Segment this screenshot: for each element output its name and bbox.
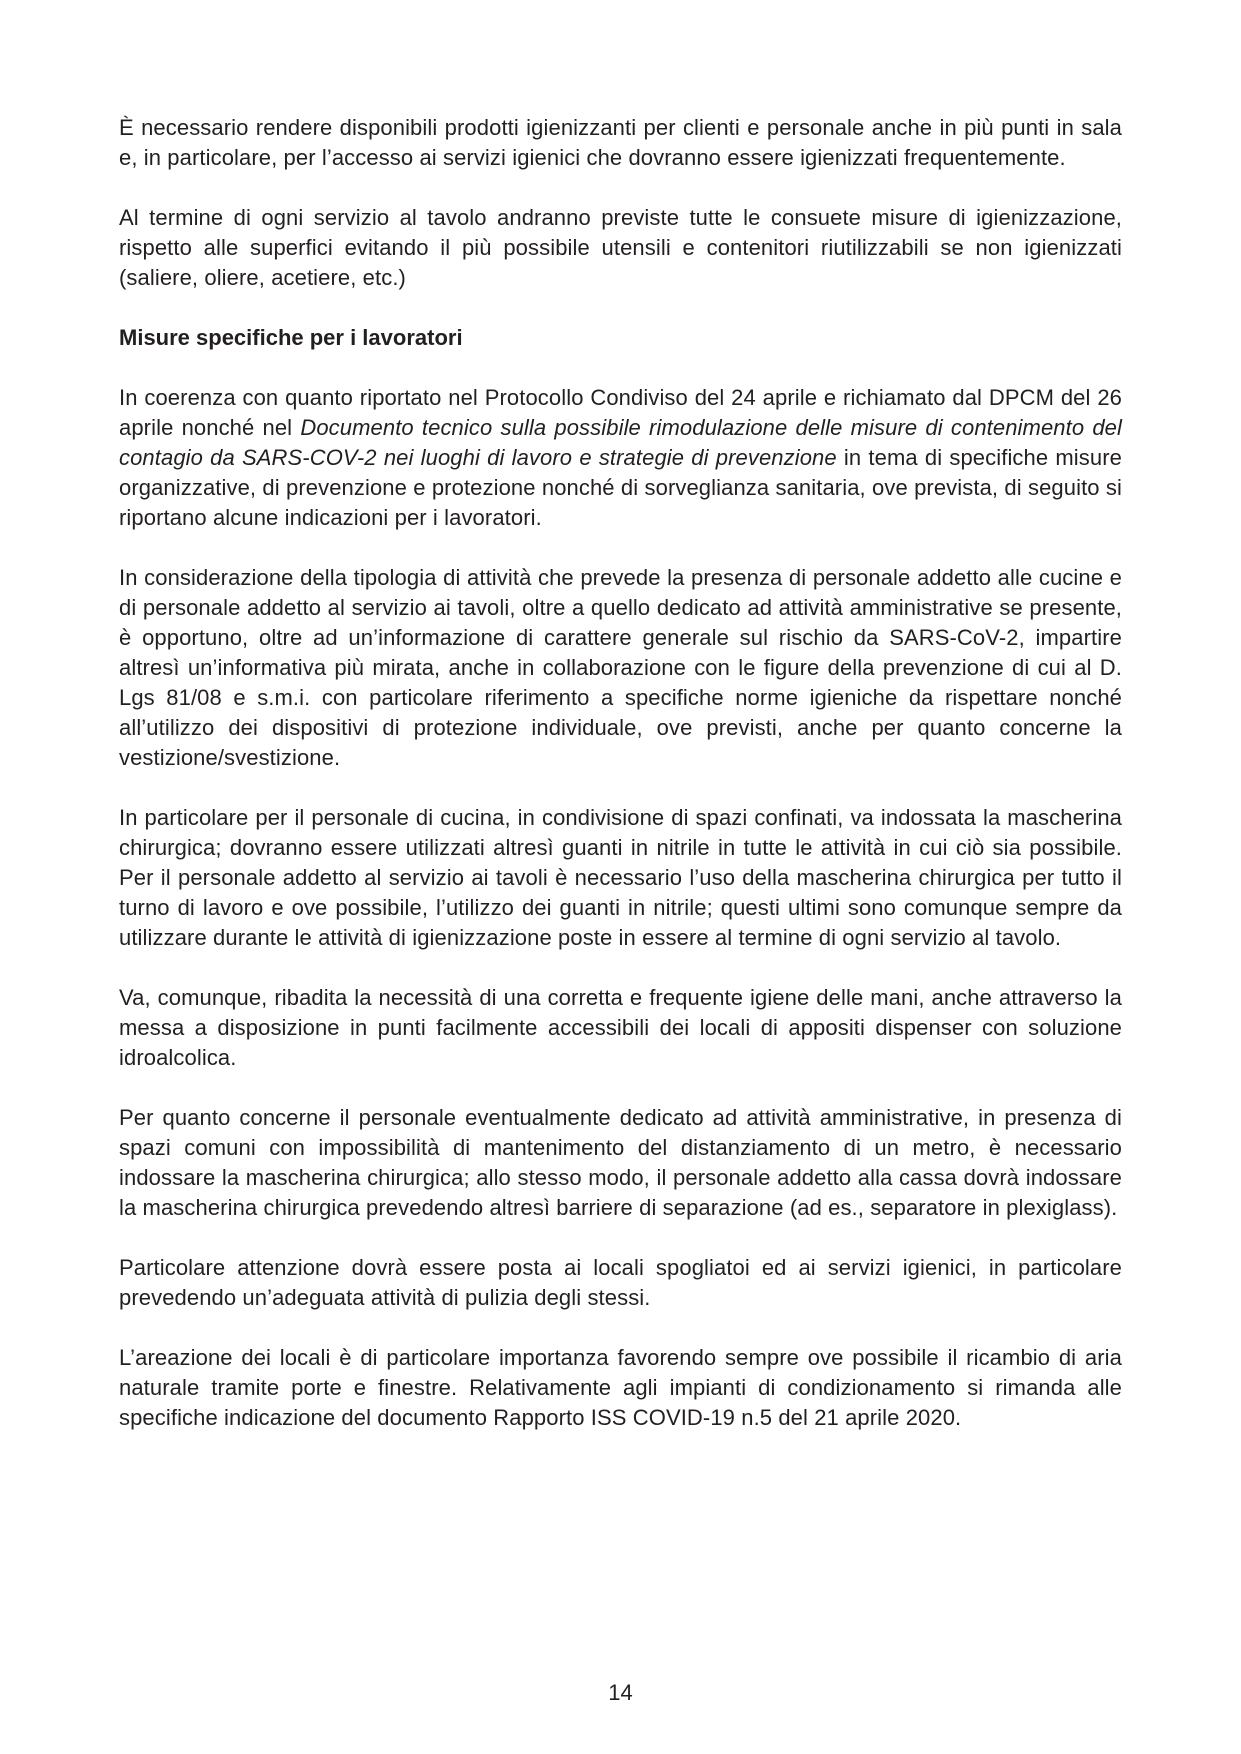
document-page (119, 113, 1122, 1463)
page-number: 14 (608, 1680, 633, 1705)
intro-document-title: Documento tecnico sulla possibile rimodulazione delle misure di contenimento del contagio da SARS-COV-2 nei luoghi di lavoro e strategie di prevenzione (119, 415, 1123, 470)
section-heading: Misure specifiche per i lavoratori (119, 325, 463, 350)
paragraph-kitchen-staff-masks: In particolare per il personale di cucina, in condivisione di spazi confinati, va indossata la mascherina chirurgica; dovranno essere utilizzati altresì guanti in nitrile in tutte le attività in cui ciò sia possibile. Per il personale addetto al servizio ai tavoli è necessario l’uso della mascherina chirurgica per tutto il turno di lavoro e ove possibile, l’utilizzo dei guanti in nitrile; questi ultimi sono comunque sempre da utilizzare durante le attività di igienizzazione poste in essere al termine di ogni servizio al tavolo. (119, 805, 1122, 950)
paragraph-locker-rooms: Particolare attenzione dovrà essere posta ai locali spogliatoi ed ai servizi igienici, in particolare prevedendo un’adeguata attività di pulizia degli stessi. (119, 1255, 1122, 1310)
paragraph-administrative-staff: Per quanto concerne il personale eventualmente dedicato ad attività amministrative, in presenza di spazi comuni con impossibilità di mantenimento del distanziamento di un metro, è necessario indossare la mascherina chirurgica; allo stesso modo, il personale addetto alla cassa dovrà indossare la mascherina chirurgica prevedendo altresì barriere di separazione (ad es., separatore in plexiglass). (119, 1105, 1122, 1220)
paragraph-hand-hygiene: Va, comunque, ribadita la necessità di una corretta e frequente igiene delle mani, anche attraverso la messa a disposizione in punti facilmente accessibili dei locali di appositi dispenser con soluzione idroalcolica. (119, 985, 1122, 1070)
paragraph-table-sanitization: Al termine di ogni servizio al tavolo andranno previste tutte le consuete misure di igienizzazione, rispetto alle superfici evitando il più possibile utensili e contenitori riutilizzabili se non igienizzati (saliere, oliere, acetiere, etc.) (119, 205, 1122, 290)
intro-text-part1: In coerenza con quanto riportato nel Protocollo Condiviso del 24 aprile e richiamato dal DPCM del 26 aprile nonché nel (119, 385, 1122, 440)
paragraph-worker-information: In considerazione della tipologia di attività che prevede la presenza di personale addetto alle cucine e di personale addetto al servizio ai tavoli, oltre a quello dedicato ad attività amministrative se presente, è opportuno, oltre ad un’informazione di carattere generale sul rischio da SARS-CoV-2, impartire altresì un’informativa più mirata, anche in collaborazione con le figure della prevenzione di cui al D. Lgs 81/08 e s.m.i. con particolare riferimento a specifiche norme igieniche da rispettare nonché all’utilizzo dei dispositivi di protezione individuale, ove previsti, anche per quanto concerne la vestizione/svestizione. (119, 565, 1122, 770)
paragraph-sanitizer-products: È necessario rendere disponibili prodotti igienizzanti per clienti e personale anche in più punti in sala e, in particolare, per l’accesso ai servizi igienici che dovranno essere igienizzati frequentemente. (119, 115, 1122, 170)
paragraph-ventilation: L’areazione dei locali è di particolare importanza favorendo sempre ove possibile il ricambio di aria naturale tramite porte e finestre. Relativamente agli impianti di condizionamento si rimanda alle specifiche indicazione del documento Rapporto ISS COVID-19 n.5 del 21 aprile 2020. (119, 1345, 1122, 1430)
intro-text-part2: in tema di specifiche misure organizzative, di prevenzione e protezione nonché di sorveglianza sanitaria, ove prevista, di seguito si riportano alcune indicazioni per i lavoratori. (119, 445, 1122, 530)
paragraph-protocol-intro (119, 383, 1122, 533)
